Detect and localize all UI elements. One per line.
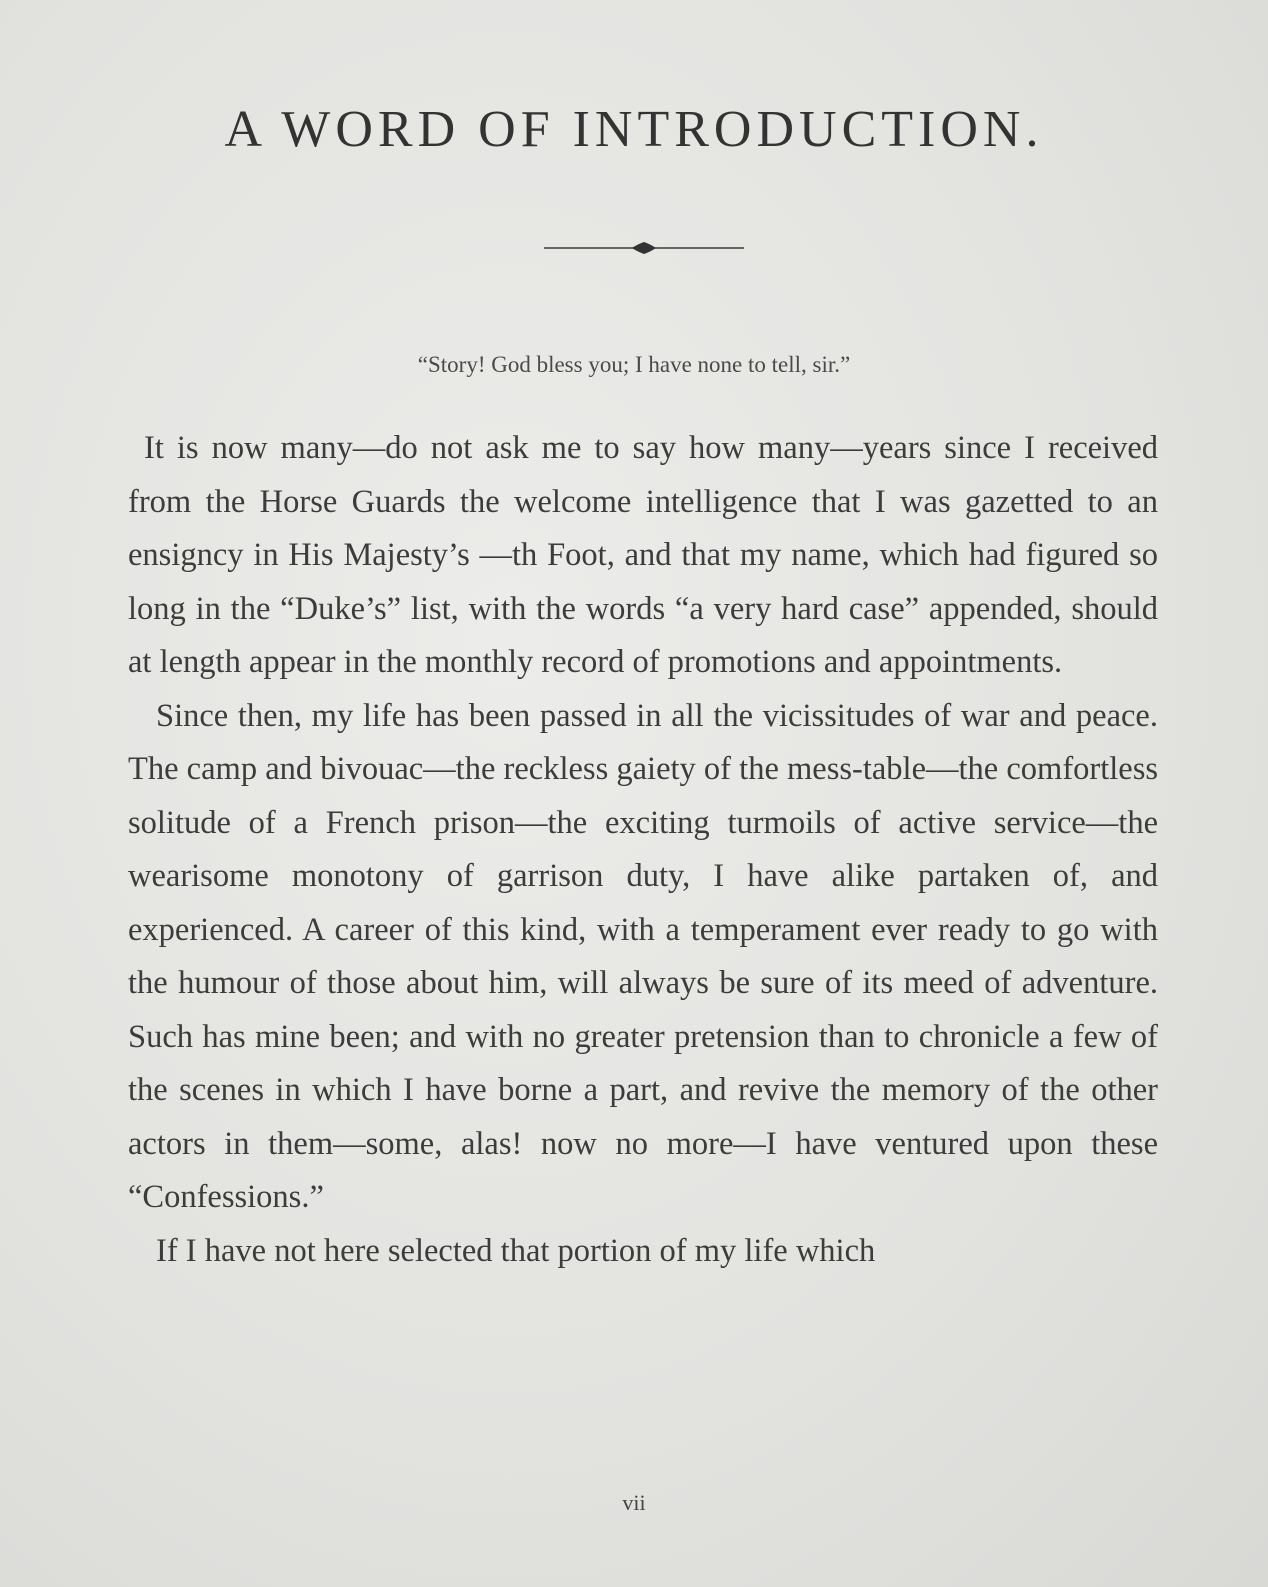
chapter-title: A WORD OF INTRODUCTION. (224, 101, 1044, 158)
paragraph: If I have not here selected that portion of my life which (156, 1232, 876, 1269)
page-number: vii (622, 1490, 646, 1515)
epigraph-quote: “Story! God bless you; I have none to tell, sir.” (417, 352, 851, 377)
paragraph: It is now many—do not ask me to say how many—years since I received from the Horse Guards the welcome intelligence that I was gazetted to an ensigncy in His Majesty’s —th Foot, and that my name, which had figured so long in the “Duke’s” list, with the words “a very hard case” appended, should at length appear in the monthly record of promotions and appointments. (128, 430, 1158, 680)
body-text (128, 422, 1158, 1278)
paragraph: Since then, my life has been passed in all the vicissitudes of war and peace. The camp and bivouac—the reckless gaiety of the mess-table—the comfortless solitude of a French prison—the exciting turmoils of active service—the wearisome monotony of garrison duty, I have alike partaken of, and experienced. A career of this kind, with a temperament ever ready to go with the humour of those about him, will always be sure of its meed of adventure. Such has mine been; and with no greater pretension than to chronicle a few of the scenes in which I have borne a part, and revive the memory of the other actors in them—some, alas! now no more—I have ventured upon these “Confessions.” (128, 697, 1158, 1215)
ornament-rule-icon (544, 240, 744, 256)
